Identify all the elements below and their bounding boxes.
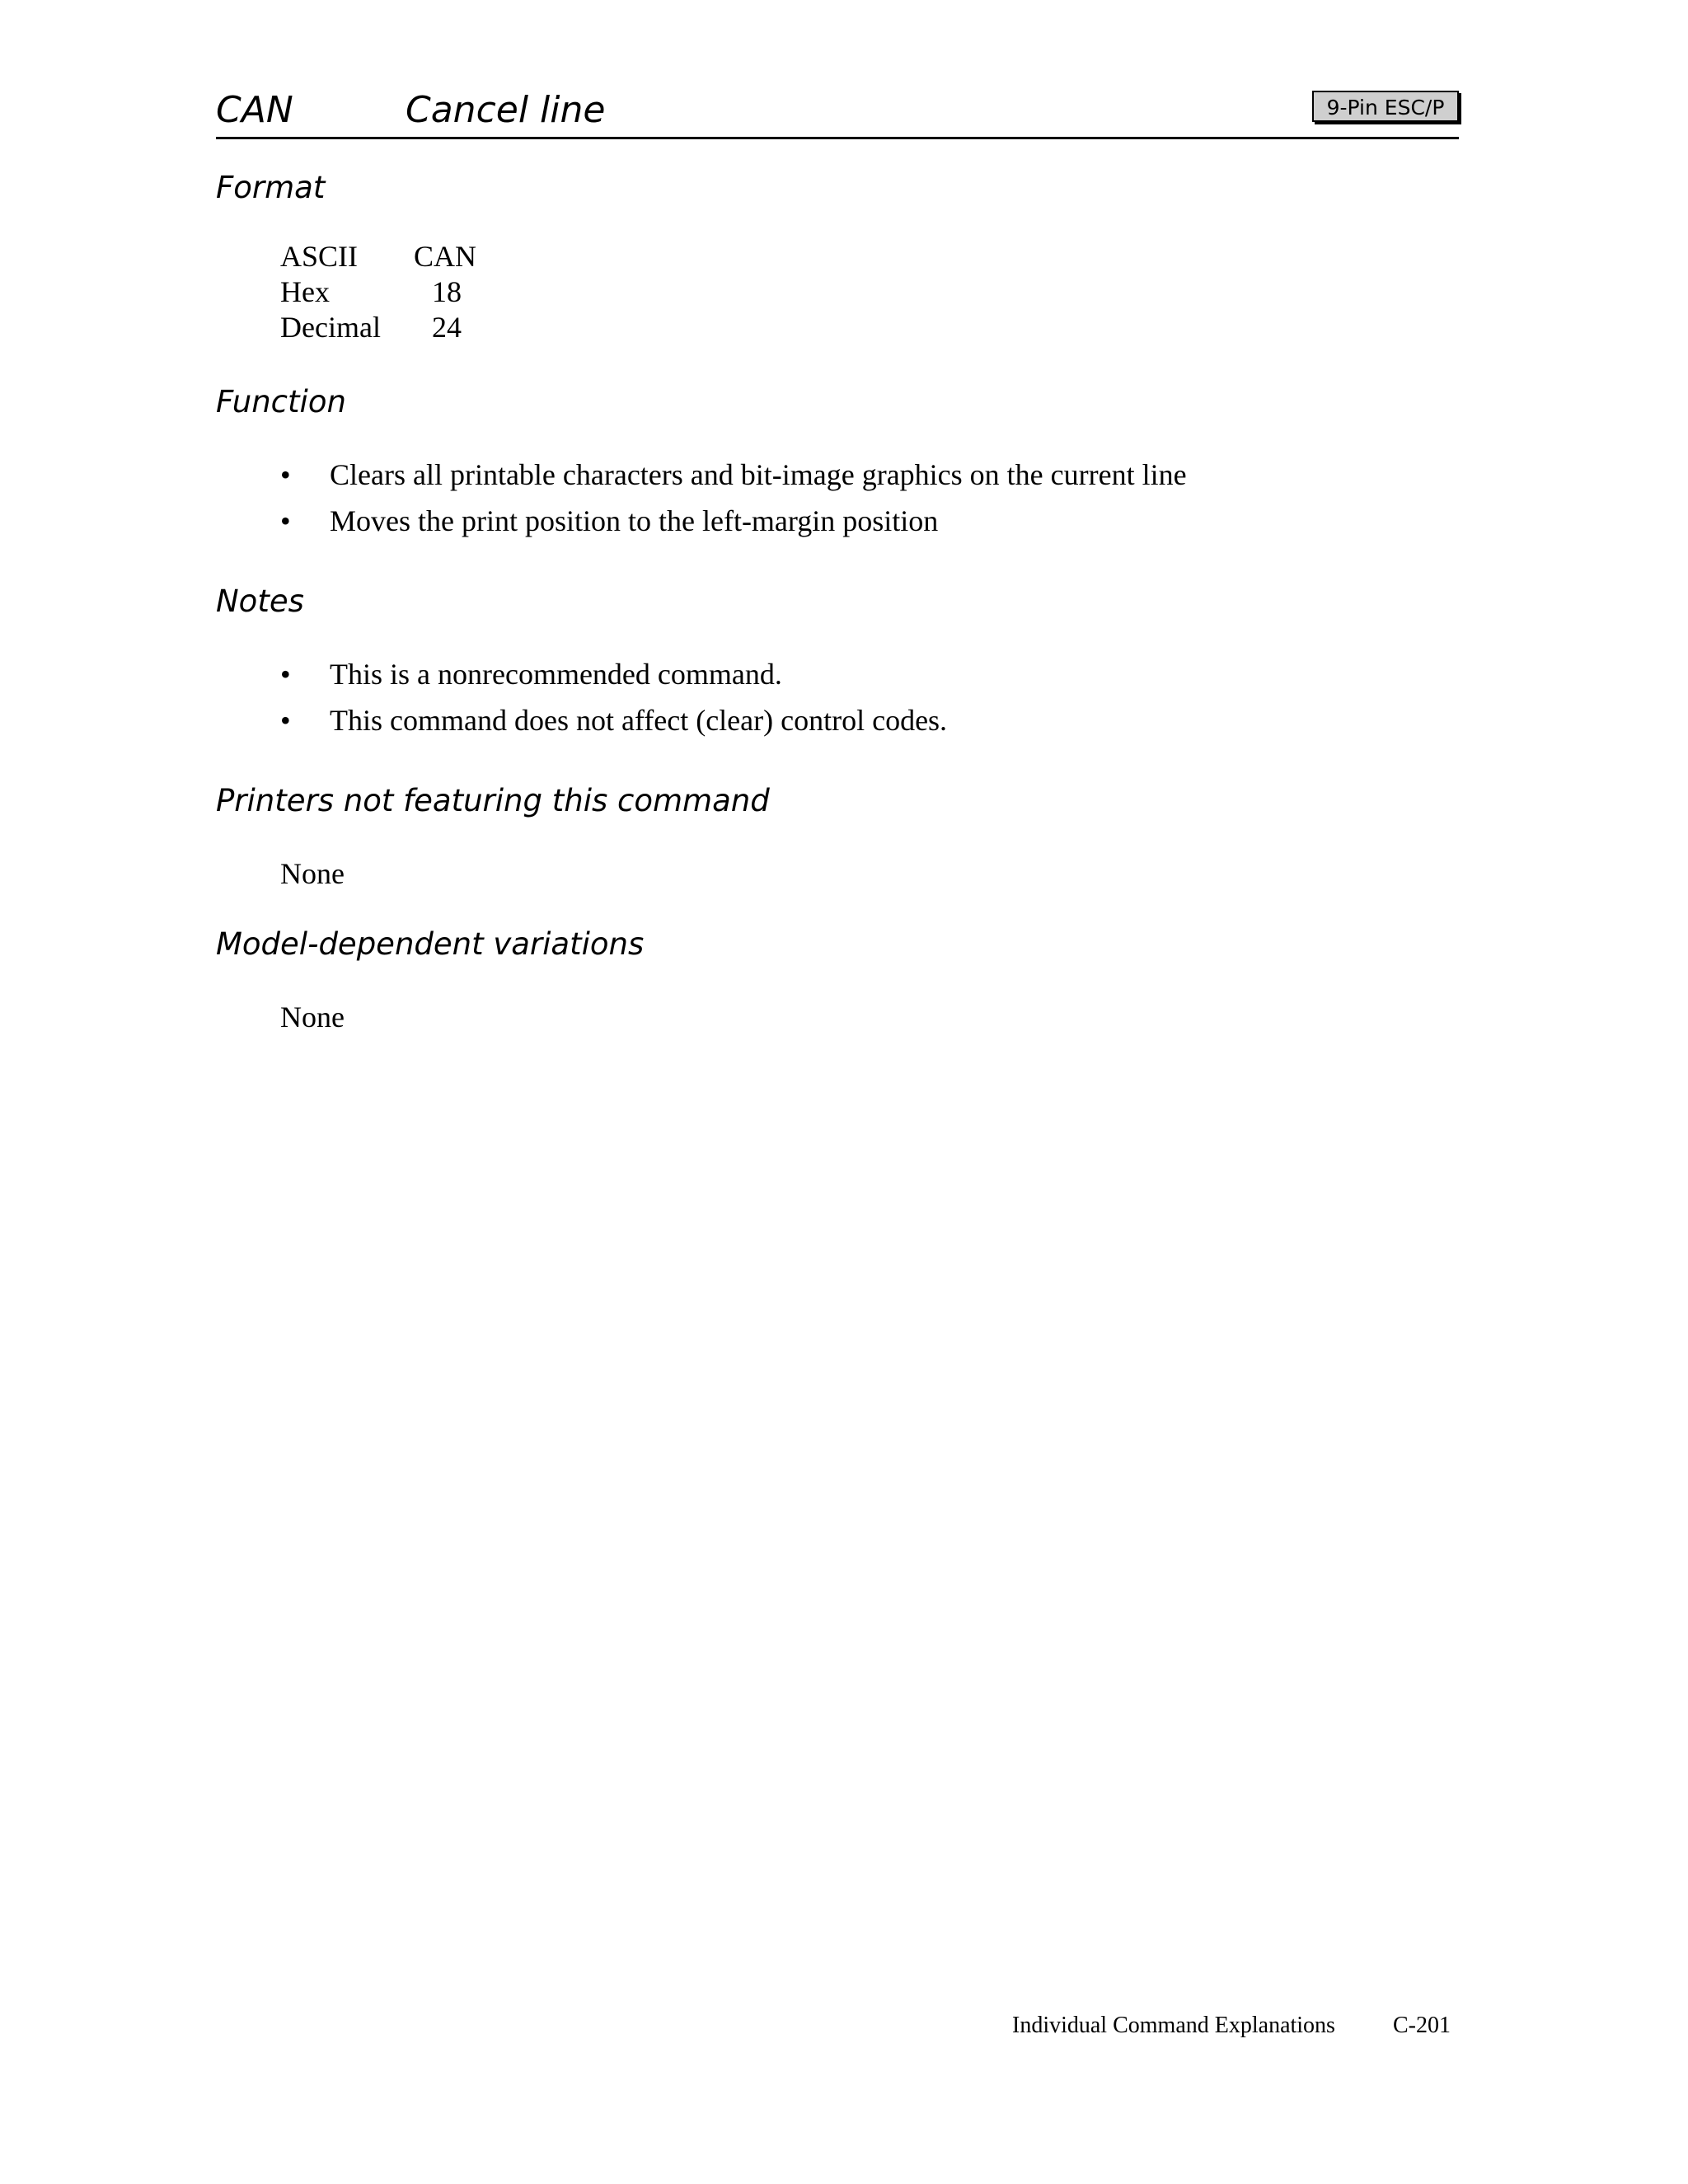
model-variations-heading: Model-dependent variations: [216, 926, 645, 962]
list-item-text: Clears all printable characters and bit-image graphics on the current line: [330, 458, 1187, 491]
format-label: Hex: [280, 275, 330, 308]
list-item: [280, 702, 947, 748]
format-table: [280, 239, 476, 345]
bullet-icon: •: [280, 658, 291, 691]
function-list: [280, 457, 1187, 549]
list-item: [280, 503, 1187, 549]
format-label: Decimal: [280, 311, 381, 344]
format-row-decimal: [280, 310, 476, 345]
format-value: 24: [432, 311, 462, 344]
format-row-ascii: [280, 239, 476, 274]
notes-heading: Notes: [216, 583, 304, 619]
format-row-hex: [280, 274, 476, 310]
command-name: CAN: [216, 89, 293, 131]
format-value: CAN: [414, 240, 477, 273]
list-item: [280, 457, 1187, 503]
list-item-text: Moves the print position to the left-margin position: [330, 504, 939, 537]
list-item-text: This is a nonrecommended command.: [330, 658, 782, 691]
printer-type-badge: 9-Pin ESC/P: [1312, 91, 1459, 122]
notes-list: [280, 656, 947, 748]
list-item-text: This command does not affect (clear) control codes.: [330, 704, 948, 737]
format-value: 18: [432, 275, 462, 308]
bullet-icon: •: [280, 504, 291, 537]
footer-section-title: Individual Command Explanations: [1012, 2013, 1335, 2038]
command-title: Cancel line: [406, 89, 606, 131]
model-variations-text: None: [280, 1001, 345, 1033]
bullet-icon: •: [280, 458, 291, 491]
format-heading: Format: [216, 170, 326, 205]
page-header: [216, 82, 1459, 139]
format-label: ASCII: [280, 240, 359, 273]
list-item: [280, 656, 947, 702]
page-number: C-201: [1393, 2013, 1451, 2038]
printers-not-featuring-text: None: [280, 857, 345, 890]
printers-not-featuring-heading: Printers not featuring this command: [216, 783, 770, 818]
function-heading: Function: [216, 384, 346, 419]
bullet-icon: •: [280, 704, 291, 737]
